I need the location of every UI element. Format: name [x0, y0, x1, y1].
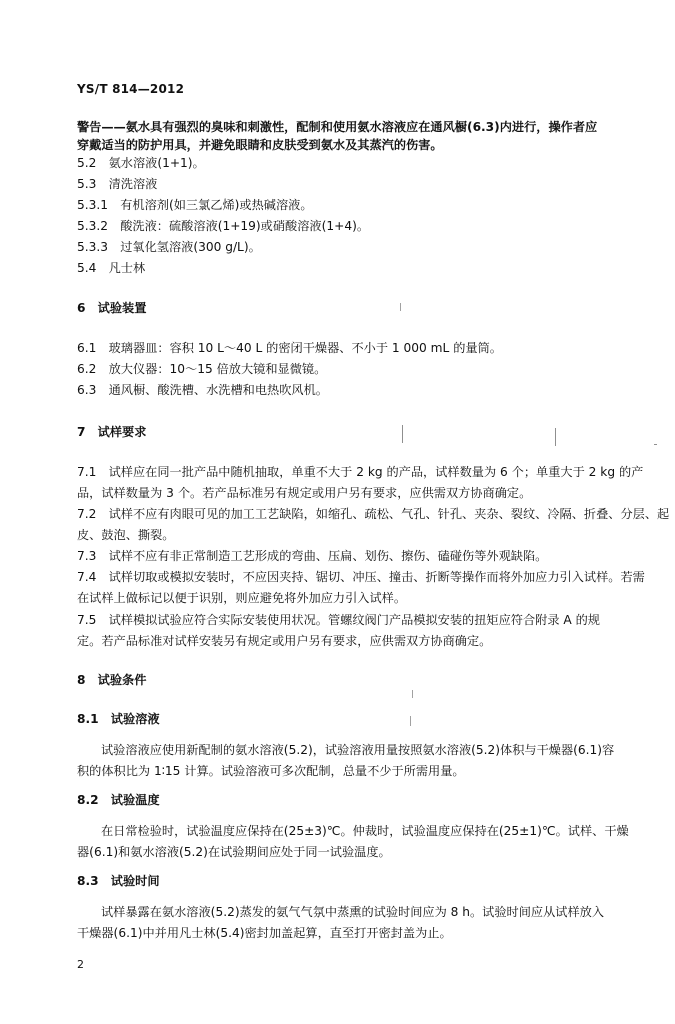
clause-7-1-line-2: 品，试样数量为 3 个。若产品标准另有规定或用户另有要求，应供需双方协商确定。 [77, 486, 532, 500]
clause-7-5-line-1: 7.5 试样模拟试验应符合实际安装使用状况。管螺纹阀门产品模拟安装的扭矩应符合附录 A 的规 [77, 613, 600, 627]
section-8-title: 8 试验条件 [77, 673, 147, 687]
clause-8-1-line-2: 积的体积比为 1∶15 计算。试验溶液可多次配制，总量不少于所需用量。 [77, 764, 465, 778]
section-7-title: 7 试样要求 [77, 425, 147, 439]
clause-6-3: 6.3 通风橱、酸洗槽、水洗槽和电热吹风机。 [77, 383, 328, 397]
clause-5-2: 5.2 氨水溶液(1+1)。 [77, 156, 205, 170]
clause-5-3-1: 5.3.1 有机溶剂(如三氯乙烯)或热碱溶液。 [77, 198, 313, 212]
clause-6-2: 6.2 放大仪器：10～15 倍放大镜和显微镜。 [77, 362, 327, 376]
standard-id: YS/T 814—2012 [77, 82, 185, 96]
clause-8-3-title: 8.3 试验时间 [77, 874, 160, 888]
clause-5-3-3: 5.3.3 过氧化氢溶液(300 g/L)。 [77, 240, 261, 254]
clause-7-3: 7.3 试样不应有非正常制造工艺形成的弯曲、压扁、划伤、擦伤、磕碰伤等外观缺陷。 [77, 549, 548, 563]
scan-mark [400, 303, 401, 311]
section-6-title: 6 试验装置 [77, 301, 147, 315]
clause-7-2-line-2: 皮、鼓泡、撕裂。 [77, 528, 175, 542]
clause-8-2-title: 8.2 试验温度 [77, 793, 160, 807]
scan-mark [402, 425, 403, 443]
warning-line-1: 警告——氨水具有强烈的臭味和刺激性，配制和使用氨水溶液应在通风橱(6.3)内进行，操作者应 [77, 120, 598, 134]
clause-7-4-line-1: 7.4 试样切取或模拟安装时，不应因夹持、锯切、冲压、撞击、折断等操作而将外加应力引入试样。若需 [77, 570, 645, 584]
clause-7-4-line-2: 在试样上做标记以便于识别，则应避免将外加应力引入试样。 [77, 591, 407, 605]
clause-6-1: 6.1 玻璃器皿：容积 10 L～40 L 的密闭干燥器、不小于 1 000 mL 的量筒。 [77, 341, 502, 355]
scan-mark [555, 428, 556, 446]
clause-7-2-line-1: 7.2 试样不应有肉眼可见的加工工艺缺陷，如缩孔、疏松、气孔、针孔、夹杂、裂纹、冷隔、折叠、分层、起 [77, 507, 670, 521]
clause-8-1-title: 8.1 试验溶液 [77, 712, 160, 726]
scan-mark [654, 444, 657, 445]
scan-mark [412, 690, 413, 698]
clause-8-3-line-1: 试样暴露在氨水溶液(5.2)蒸发的氨气气氛中蒸熏的试验时间应为 8 h。试验时间应从试样放入 [101, 905, 605, 919]
clause-8-2-line-2: 器(6.1)和氨水溶液(5.2)在试验期间应处于同一试验温度。 [77, 845, 391, 859]
clause-8-1-line-1: 试验溶液应使用新配制的氨水溶液(5.2)，试验溶液用量按照氨水溶液(5.2)体积与干燥器(6.1)容 [101, 743, 615, 757]
clause-8-3-line-2: 干燥器(6.1)中并用凡士林(5.4)密封加盖起算，直至打开密封盖为止。 [77, 926, 452, 940]
clause-5-3: 5.3 清洗溶液 [77, 177, 158, 191]
page-number: 2 [77, 958, 84, 971]
warning-line-2: 穿戴适当的防护用具，并避免眼睛和皮肤受到氨水及其蒸汽的伤害。 [77, 138, 443, 152]
clause-7-5-line-2: 定。若产品标准对试样安装另有规定或用户另有要求，应供需双方协商确定。 [77, 634, 492, 648]
clause-5-4: 5.4 凡士林 [77, 261, 146, 275]
clause-5-3-2: 5.3.2 酸洗液：硫酸溶液(1+19)或硝酸溶液(1+4)。 [77, 219, 370, 233]
scan-mark [410, 716, 411, 726]
clause-8-2-line-1: 在日常检验时，试验温度应保持在(25±3)℃。仲裁时，试验温度应保持在(25±1)℃。试样、干燥 [101, 824, 629, 838]
clause-7-1-line-1: 7.1 试样应在同一批产品中随机抽取，单重不大于 2 kg 的产品，试样数量为 6 个；单重大于 2 kg 的产 [77, 465, 644, 479]
